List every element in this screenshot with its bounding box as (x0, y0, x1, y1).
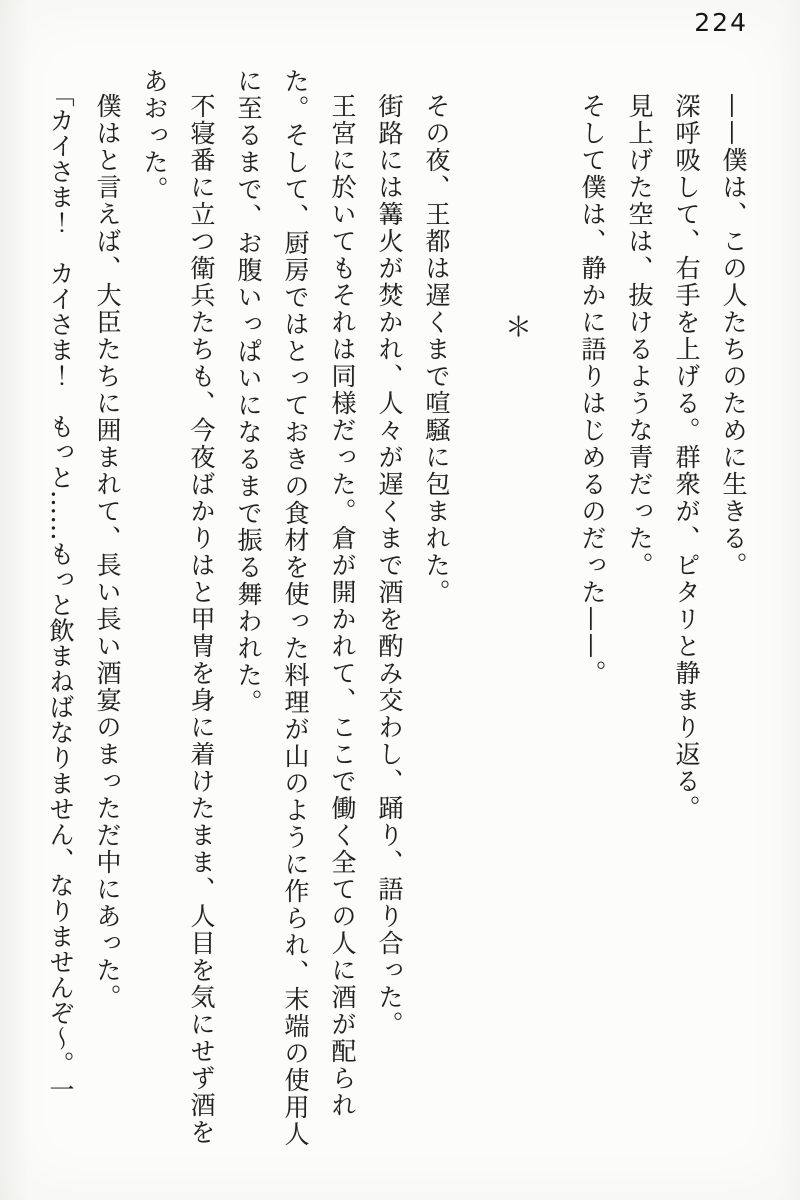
narration-paragraph: 王宮に於いてもそれは同様だった。倉が開かれて、ここで働く全ての人に酒が配られた。そして、厨房ではとっておきの食材を使った料理が山のように作られ、末端の使用人に至るまで、お腹いっぱいになるまで振る舞われた。 (234, 68, 357, 1148)
page-number: 224 (694, 8, 748, 37)
narration-paragraph: 街路には篝火が焚かれ、人々が遅くまで酒を酌み交わし、踊り、語り合った。 (375, 93, 404, 1038)
narration-paragraph: そして僕は、静かに語りはじめるのだった——。 (578, 93, 607, 687)
dialogue-paragraph: 「カイさま！ カイさま！ もっと……もっと飲まねばなりません、なりませんぞ～。一 (46, 81, 75, 1102)
vertical-text-block (35, 68, 757, 1168)
narration-paragraph: その夜、王都は遅くまで喧騒に包まれた。 (422, 93, 451, 606)
scene-break-asterisk: ＊ (500, 313, 531, 342)
narration-paragraph: ——僕は、この人たちのために生きる。 (719, 93, 748, 579)
narration-paragraph: 見上げた空は、抜けるような青だった。 (625, 93, 654, 579)
narration-paragraph: 僕はと言えば、大臣たちに囲まれて、長い長い酒宴のまっただ中にあった。 (93, 93, 122, 1011)
narration-paragraph: 深呼吸して、右手を上げる。群衆が、ピタリと静まり返る。 (672, 93, 701, 822)
narration-paragraph: 不寝番に立つ衛兵たちも、今夜ばかりはと甲冑を身に着けたまま、人目を気にせず酒をあおった。 (140, 68, 216, 1146)
